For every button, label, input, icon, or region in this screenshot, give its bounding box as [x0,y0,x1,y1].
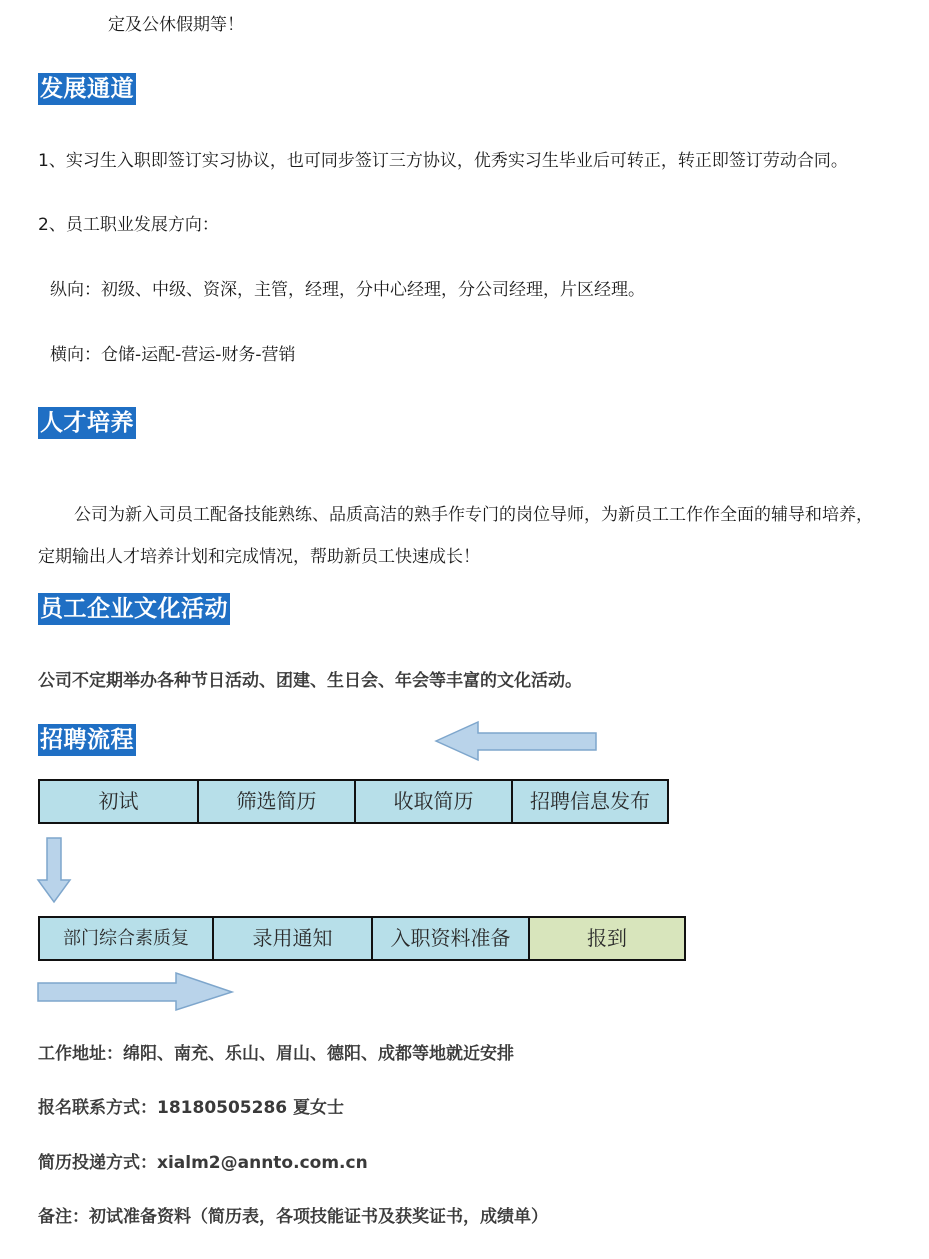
training-heading: 人才培养 [38,407,136,439]
development-vertical: 纵向：初级、中级、资深，主管，经理，分中心经理，分公司经理，片区经理。 [50,280,645,300]
flow-step-first-interview: 初试 [40,781,197,822]
flow-row-2 [38,916,686,961]
culture-heading: 员工企业文化活动 [38,593,230,625]
flow-step-offer-notice: 录用通知 [212,918,371,959]
recruitment-heading: 招聘流程 [38,724,136,756]
flow-arrow-left [434,720,599,762]
culture-text: 公司不定期举办各种节日活动、团建、生日会、年会等丰富的文化活动。 [38,671,582,691]
development-heading: 发展通道 [38,73,136,105]
training-line-2: 定期输出人才培养计划和完成情况，帮助新员工快速成长！ [38,547,480,567]
resume-email: 简历投递方式：xialm2@annto.com.cn [38,1153,368,1173]
flow-arrow-down [36,836,72,904]
development-horizontal: 横向：仓储-运配-营运-财务-营销 [50,345,296,365]
flow-step-onboarding-docs: 入职资料准备 [371,918,528,959]
work-address: 工作地址：绵阳、南充、乐山、眉山、德阳、成都等地就近安排 [38,1044,514,1064]
training-line-1: 公司为新入司员工配备技能熟练、品质高洁的熟手作专门的岗位导师，为新员工工作作全面的辅导和培养， [74,505,873,525]
development-item-2: 2、员工职业发展方向： [38,215,219,235]
development-item-1: 1、实习生入职即签订实习协议，也可同步签订三方协议，优秀实习生毕业后可转正，转正即签订劳动合同。 [38,151,848,171]
flow-step-resume-collection: 收取简历 [354,781,511,822]
interview-note: 备注：初试准备资料（简历表，各项技能证书及获奖证书，成绩单） [38,1207,548,1227]
flow-step-second-interview: 部门综合素质复 [40,918,212,959]
intro-tail-text: 定及公休假期等！ [108,15,244,35]
flow-arrow-right [36,972,236,1012]
contact-info: 报名联系方式：18180505286 夏女士 [38,1098,345,1118]
flow-row-1 [38,779,669,824]
flow-step-report: 报到 [528,918,684,959]
flow-step-job-posting: 招聘信息发布 [511,781,667,822]
flow-step-resume-screening: 筛选简历 [197,781,354,822]
